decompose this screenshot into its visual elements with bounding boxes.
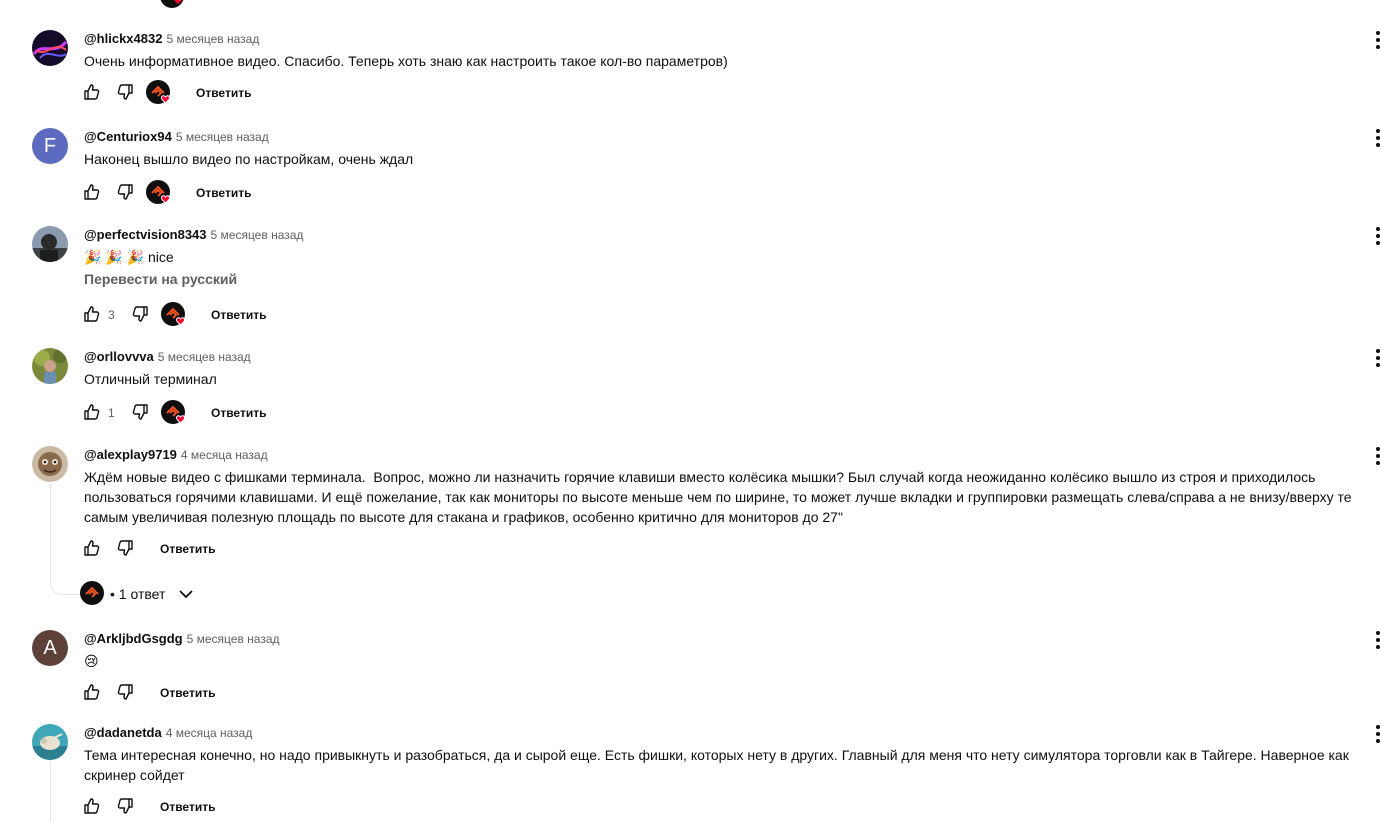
comment bbox=[0, 128, 1381, 208]
comment-author[interactable]: @hlickx4832 bbox=[84, 31, 163, 46]
comment-date[interactable]: 5 месяцев назад bbox=[166, 32, 260, 46]
reply-button[interactable]: Ответить bbox=[196, 186, 252, 200]
creator-heart-icon[interactable] bbox=[146, 80, 174, 108]
thumb-down-icon[interactable] bbox=[115, 82, 135, 107]
comment-author[interactable]: @dadanetda bbox=[84, 725, 162, 740]
comment-author[interactable]: @perfectvision8343 bbox=[84, 227, 207, 242]
reply-button[interactable]: Ответить bbox=[196, 86, 252, 100]
reply-button[interactable]: Ответить bbox=[211, 308, 267, 322]
comment-text: 😢 bbox=[84, 653, 99, 669]
reply-button[interactable]: Ответить bbox=[160, 686, 216, 700]
thumb-down-icon[interactable] bbox=[130, 304, 150, 329]
thumb-down-icon[interactable] bbox=[115, 796, 135, 821]
more-vert-icon[interactable] bbox=[1370, 348, 1381, 370]
comment-actions bbox=[82, 82, 282, 106]
comment-header bbox=[84, 446, 268, 464]
thumb-down-icon[interactable] bbox=[115, 682, 135, 707]
previous-comment-heart bbox=[160, 0, 188, 8]
avatar[interactable] bbox=[32, 630, 68, 666]
thumb-up-icon[interactable] bbox=[82, 82, 102, 107]
reply-button[interactable]: Ответить bbox=[160, 542, 216, 556]
more-vert-icon[interactable] bbox=[1370, 128, 1381, 150]
comment-author[interactable]: @ArkljbdGsgdg bbox=[84, 631, 183, 646]
comment bbox=[0, 348, 1381, 428]
more-vert-icon[interactable] bbox=[1370, 446, 1381, 468]
thumb-up-icon[interactable] bbox=[82, 182, 102, 207]
thumb-up-icon[interactable] bbox=[82, 796, 102, 821]
creator-heart-icon[interactable] bbox=[161, 400, 189, 428]
thumb-up-icon[interactable] bbox=[82, 402, 102, 427]
comment-header bbox=[84, 226, 303, 244]
thumb-up-icon[interactable] bbox=[82, 304, 102, 329]
chevron-down-icon[interactable] bbox=[178, 587, 194, 601]
more-vert-icon[interactable] bbox=[1370, 724, 1381, 746]
comment-date[interactable]: 5 месяцев назад bbox=[157, 350, 251, 364]
comment bbox=[0, 724, 1381, 822]
reply-button[interactable]: Ответить bbox=[160, 800, 216, 814]
thread-line bbox=[50, 484, 81, 595]
comment-header bbox=[84, 30, 259, 48]
comment-text: Тема интересная конечно, но надо привыкнуть и разобраться, да и сырой еще. Есть фишки, которых нету в других. Главный для меня что нету симулятора торговли как в Тайгере. Наверное как скринер сойдет bbox=[84, 747, 1353, 783]
comment bbox=[0, 630, 1381, 710]
thumb-up-icon[interactable] bbox=[82, 682, 102, 707]
comment-text: Отличный терминал bbox=[84, 371, 217, 387]
comment-date[interactable]: 4 месяца назад bbox=[180, 448, 268, 462]
more-vert-icon[interactable] bbox=[1370, 30, 1381, 52]
avatar[interactable] bbox=[32, 226, 68, 262]
comment-header bbox=[84, 348, 251, 366]
comment-actions bbox=[82, 402, 302, 426]
creator-heart-icon[interactable] bbox=[161, 302, 189, 330]
comment-actions bbox=[82, 304, 302, 328]
avatar[interactable] bbox=[32, 724, 68, 760]
comment-text: Очень информативное видео. Спасибо. Теперь хоть знаю как настроить такое кол-во параметров) bbox=[84, 53, 728, 69]
comment-actions bbox=[82, 682, 282, 706]
creator-heart-icon[interactable] bbox=[146, 180, 174, 208]
thumb-down-icon[interactable] bbox=[130, 402, 150, 427]
thumb-up-icon[interactable] bbox=[82, 538, 102, 563]
more-vert-icon[interactable] bbox=[1370, 630, 1381, 652]
comment-date[interactable]: 5 месяцев назад bbox=[186, 632, 280, 646]
comment-text: Ждём новые видео с фишками терминала. Вопрос, можно ли назначить горячие клавиши вместо колёсика мышки? Был случай когда неожиданно колёсико вышло из строя и приходилось пользоваться горячими клавишами. И ещё пожелание, так как мониторы по высоте меньше чем по ширине, то может лучше вкладки и группировки размещать слева/справа а не внизу/вверху те самым увеличивая полезную площадь по высоте для стакана и графиков, особенно критично для мониторов до 27" bbox=[84, 469, 1356, 525]
comment-header bbox=[84, 724, 252, 742]
comment-actions bbox=[82, 796, 282, 820]
like-count: 1 bbox=[108, 406, 115, 420]
comment-header bbox=[84, 630, 280, 648]
thumb-down-icon[interactable] bbox=[115, 182, 135, 207]
comment-actions bbox=[82, 182, 282, 206]
comment-header bbox=[84, 128, 269, 146]
comment bbox=[0, 226, 1381, 326]
comment-date[interactable]: 5 месяцев назад bbox=[210, 228, 304, 242]
comment bbox=[0, 30, 1381, 110]
avatar[interactable] bbox=[32, 348, 68, 384]
creator-avatar-icon bbox=[80, 581, 104, 605]
comment bbox=[0, 446, 1381, 616]
comment-author[interactable]: @Centuriox94 bbox=[84, 129, 172, 144]
avatar[interactable] bbox=[32, 446, 68, 482]
thumb-down-icon[interactable] bbox=[115, 538, 135, 563]
avatar[interactable] bbox=[32, 128, 68, 164]
thread-line bbox=[50, 762, 81, 822]
comment-author[interactable]: @alexplay9719 bbox=[84, 447, 177, 462]
comment-author[interactable]: @orllovvva bbox=[84, 349, 154, 364]
avatar[interactable] bbox=[32, 30, 68, 66]
comment-date[interactable]: 5 месяцев назад bbox=[175, 130, 269, 144]
more-vert-icon[interactable] bbox=[1370, 226, 1381, 248]
replies-count[interactable]: • 1 ответ bbox=[110, 586, 166, 602]
like-count: 3 bbox=[108, 308, 115, 322]
comment-text: Наконец вышло видео по настройкам, очень ждал bbox=[84, 151, 414, 167]
comment-actions bbox=[82, 538, 282, 562]
comment-date[interactable]: 4 месяца назад bbox=[165, 726, 253, 740]
avatar-letter: A bbox=[43, 637, 57, 659]
translate-link[interactable]: Перевести на русский bbox=[84, 271, 238, 287]
comment-text: 🎉 🎉 🎉 nice bbox=[84, 249, 174, 265]
avatar-letter: F bbox=[43, 135, 57, 157]
reply-button[interactable]: Ответить bbox=[211, 406, 267, 420]
